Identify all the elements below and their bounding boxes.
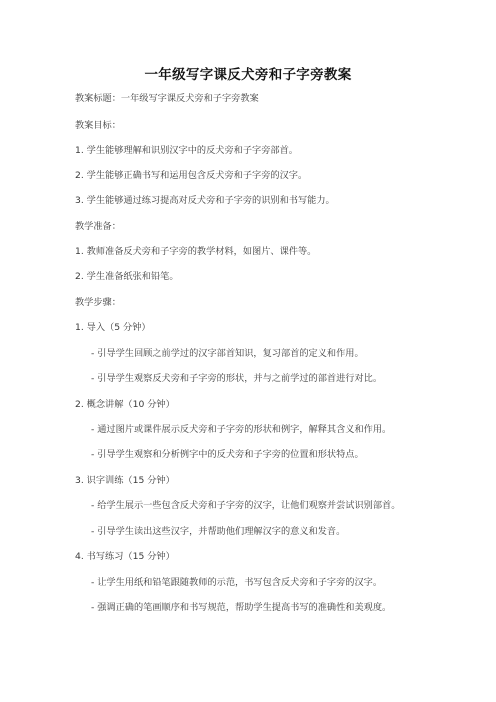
- objective-item-2: 2. 学生能够正确书写和运用包含反犬旁和子字旁的汉字。: [75, 170, 308, 181]
- objective-item-1: 1. 学生能够理解和识别汉字中的反犬旁和子字旁部首。: [75, 145, 298, 156]
- lesson-title-line: 教案标题：一年级写字课反犬旁和子字旁教案: [75, 93, 259, 104]
- objectives-heading: 教案目标：: [75, 120, 121, 131]
- preparation-heading: 教学准备：: [75, 221, 121, 232]
- document-title: 一年级写字课反犬旁和子字旁教案: [144, 67, 352, 83]
- step-3-heading: 3. 识字训练（15 分钟）: [75, 475, 175, 486]
- step-1-bullet-1: - 引导学生回顾之前学过的汉字部首知识，复习部首的定义和作用。: [91, 348, 364, 359]
- step-2-bullet-2: - 引导学生观察和分析例字中的反犬旁和子字旁的位置和形状特点。: [91, 449, 364, 460]
- steps-heading: 教学步骤：: [75, 297, 121, 308]
- step-2-bullet-1: - 通过图片或课件展示反犬旁和子字旁的形状和例字，解释其含义和作用。: [91, 424, 392, 435]
- step-3-bullet-1: - 给学生展示一些包含反犬旁和子字旁的汉字，让他们观察并尝试识别部首。: [91, 500, 401, 511]
- step-3-bullet-2: - 引导学生读出这些汉字，并帮助他们理解汉字的意义和发音。: [91, 526, 346, 537]
- preparation-item-2: 2. 学生准备纸张和铅笔。: [75, 271, 179, 282]
- step-4-heading: 4. 书写练习（15 分钟）: [75, 551, 175, 562]
- step-4-bullet-1: - 让学生用纸和铅笔跟随教师的示范，书写包含反犬旁和子字旁的汉字。: [91, 577, 383, 588]
- step-1-bullet-2: - 引导学生观察反犬旁和子字旁的形状，并与之前学过的部首进行对比。: [91, 373, 383, 384]
- step-1-heading: 1. 导入（5 分钟）: [75, 322, 151, 333]
- step-2-heading: 2. 概念讲解（10 分钟）: [75, 399, 175, 410]
- step-4-bullet-2: - 强调正确的笔画顺序和书写规范，帮助学生提高书写的准确性和美观度。: [91, 602, 392, 613]
- objective-item-3: 3. 学生能够通过练习提高对反犬旁和子字旁的识别和书写能力。: [75, 195, 335, 206]
- preparation-item-1: 1. 教师准备反犬旁和子字旁的教学材料，如图片、课件等。: [75, 246, 317, 257]
